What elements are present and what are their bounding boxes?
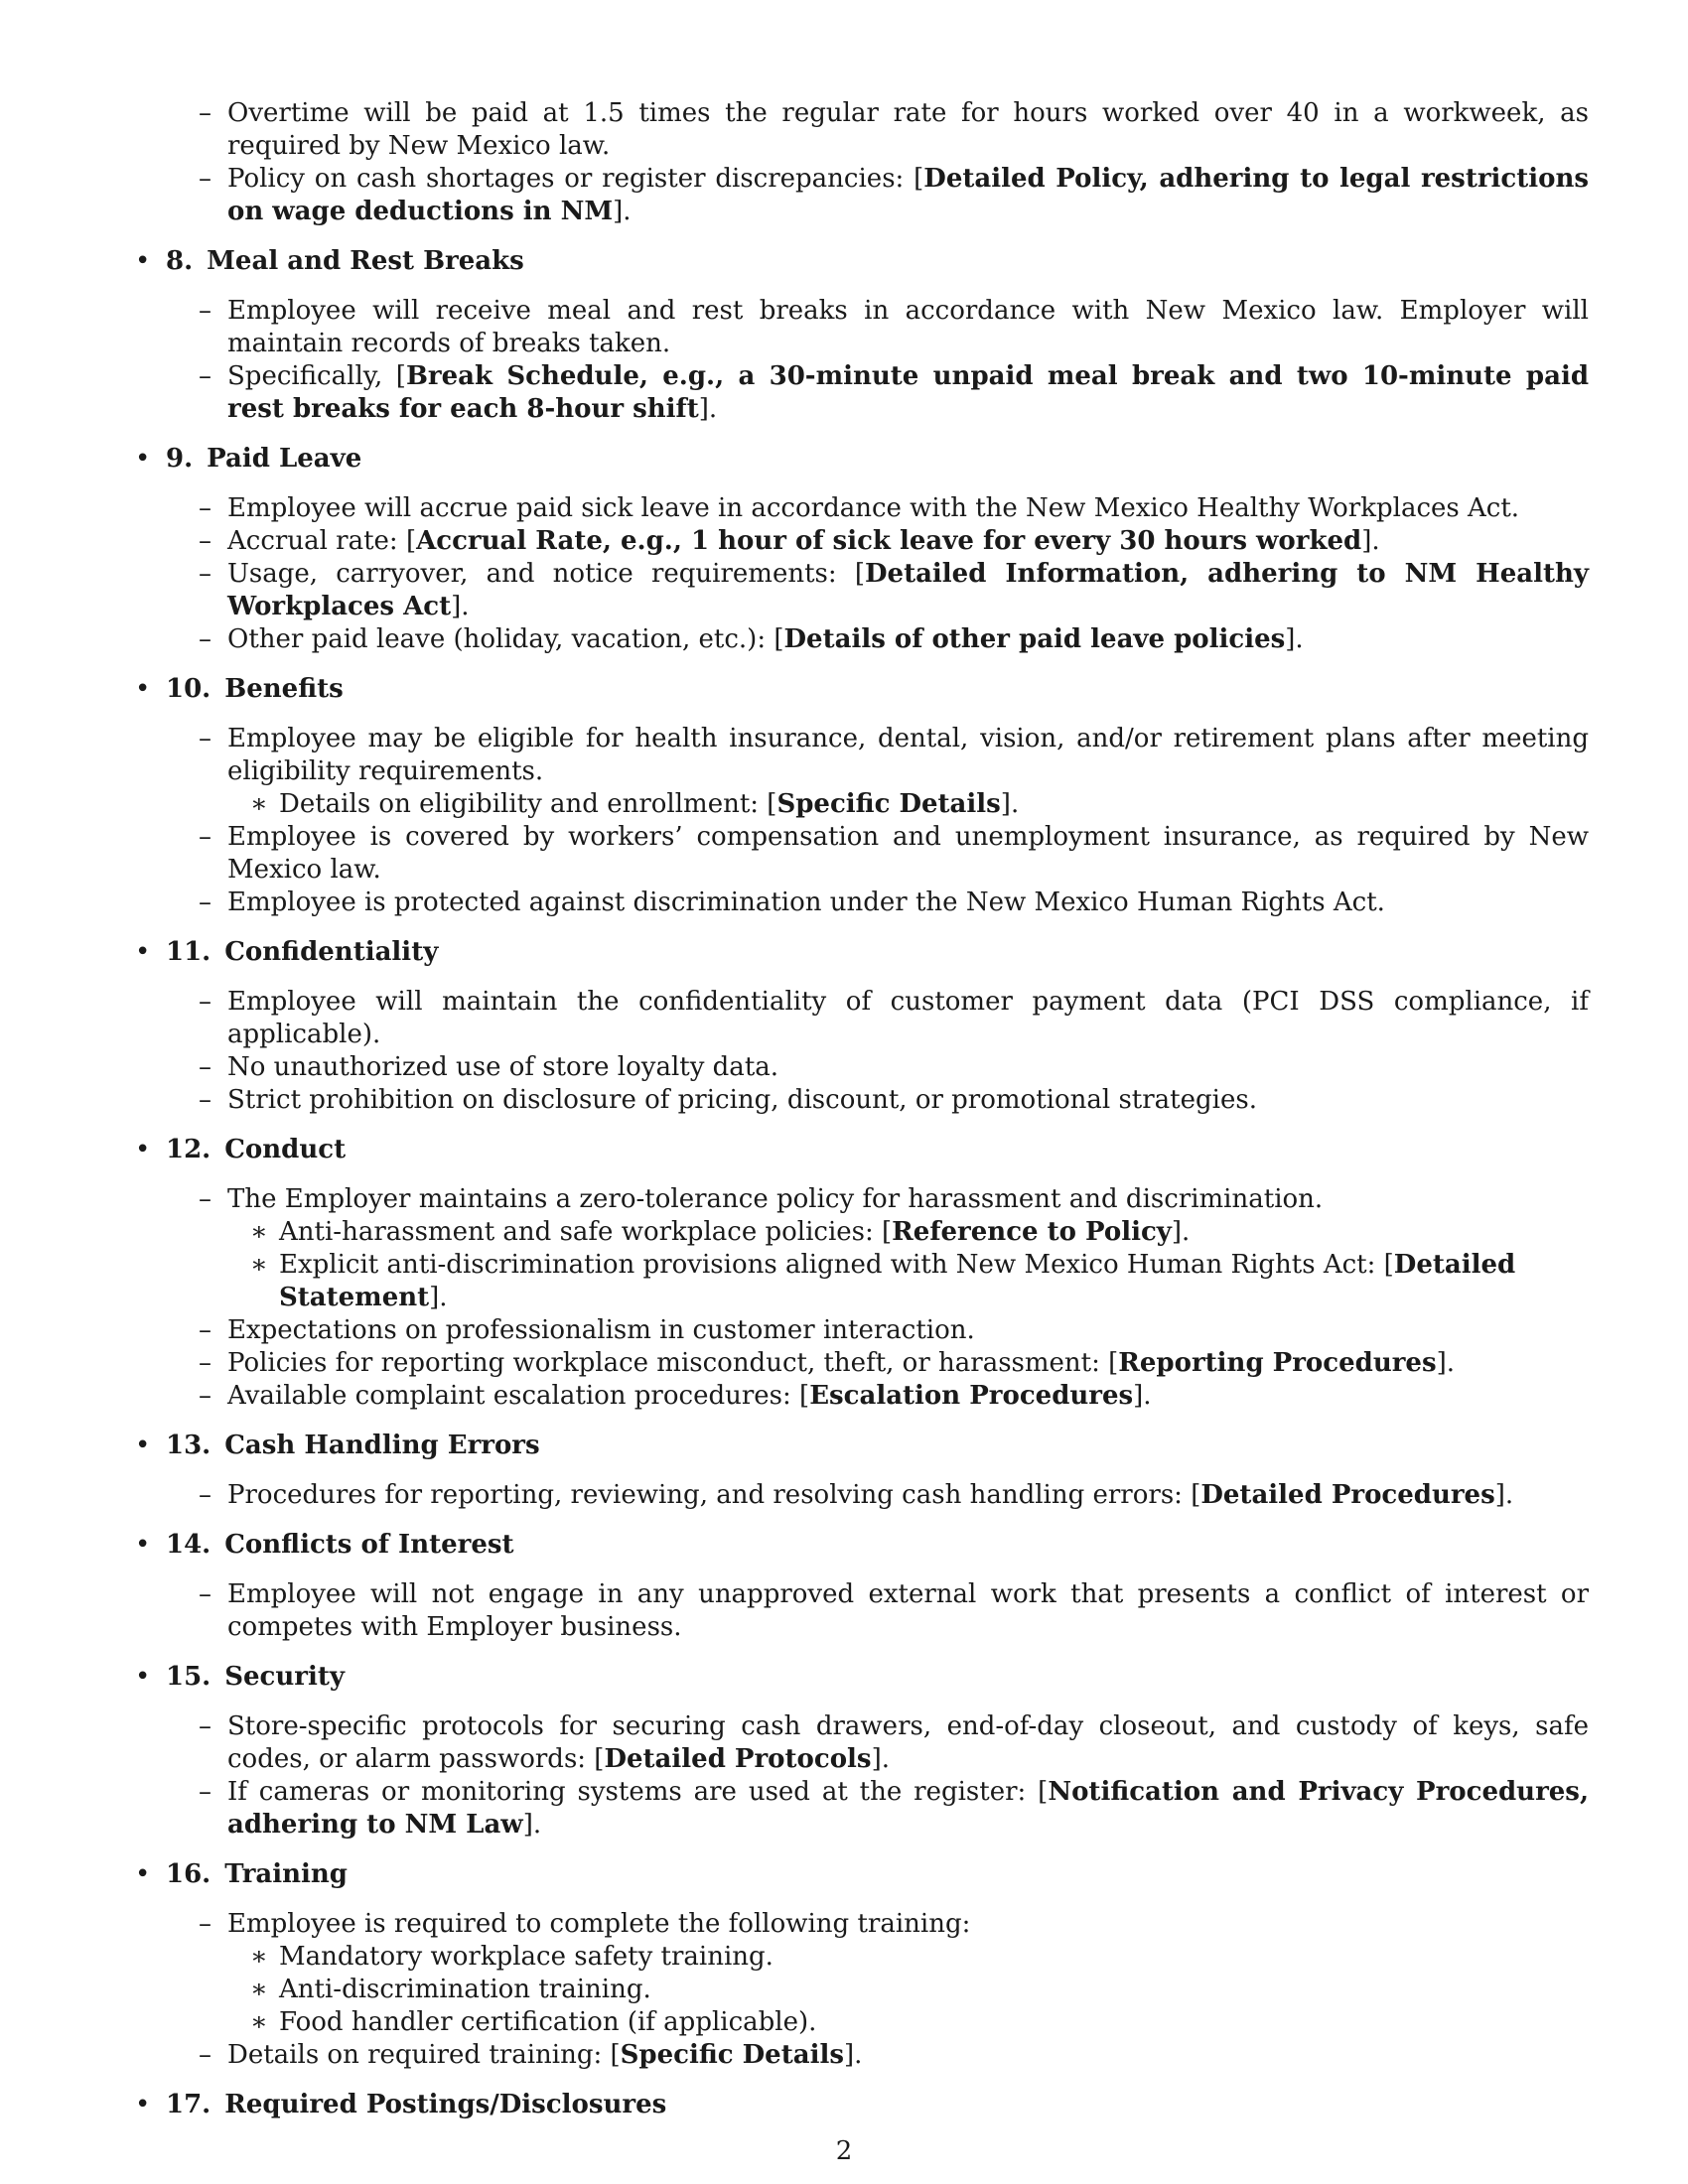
section-title: Benefits bbox=[224, 674, 344, 704]
bullet-icon: • bbox=[135, 1135, 151, 1164]
sections-list bbox=[0, 245, 1688, 2121]
body-text: Employee will not engage in any unapproved external work that presents a conflict of interest or competes with Employer business. bbox=[227, 1579, 1589, 1642]
bullet-icon: • bbox=[135, 1662, 151, 1692]
list-item bbox=[0, 1183, 1589, 1216]
section-heading bbox=[0, 245, 1688, 278]
list-item bbox=[0, 2039, 1589, 2072]
section-number: 9. bbox=[166, 444, 194, 474]
section bbox=[0, 1529, 1688, 1644]
dash-bullet: – bbox=[199, 2040, 211, 2070]
dash-bullet: – bbox=[199, 1184, 211, 1214]
list-item bbox=[0, 986, 1589, 1051]
body-text: If cameras or monitoring systems are used at the register: [ bbox=[227, 1777, 1049, 1807]
placeholder-text: Specific Details bbox=[620, 2040, 844, 2070]
list-item bbox=[0, 97, 1589, 163]
dash-bullet: – bbox=[199, 1085, 211, 1115]
body-text: [ bbox=[914, 164, 924, 194]
body-text: Employee is protected against discrimination under the New Mexico Human Rights Act. bbox=[227, 887, 1385, 917]
section bbox=[0, 936, 1688, 1117]
dash-bullet: – bbox=[199, 559, 211, 589]
body-text: ]. bbox=[522, 1810, 542, 1840]
section-title: Conflicts of Interest bbox=[224, 1530, 514, 1560]
section-heading bbox=[0, 1858, 1688, 1891]
body-text: Employee will maintain the confidentiality of customer payment data (PCI DSS compliance, if applicable). bbox=[227, 987, 1589, 1049]
section-heading bbox=[0, 443, 1688, 476]
dash-bullet: – bbox=[199, 296, 211, 326]
body-text: Specifically, [ bbox=[227, 361, 406, 391]
body-text: Overtime will be paid at 1.5 times the regular rate for hours worked over 40 in a workweek, as required by New Mexico law. bbox=[227, 98, 1589, 161]
bullet-icon: • bbox=[135, 444, 151, 474]
list-item bbox=[0, 163, 1589, 228]
section-items bbox=[0, 1578, 1688, 1644]
body-text: Employee will receive meal and rest breaks in accordance with New Mexico law. Employer will maintain records of breaks taken. bbox=[227, 296, 1589, 358]
section-number: 8. bbox=[166, 246, 194, 276]
section-number: 11. bbox=[166, 937, 211, 967]
continued-section bbox=[0, 97, 1688, 228]
section-items bbox=[0, 295, 1688, 426]
section-items bbox=[0, 1183, 1688, 1413]
section bbox=[0, 1858, 1688, 2072]
list-item bbox=[0, 295, 1589, 360]
dash-bullet: – bbox=[199, 822, 211, 852]
star-bullet: ∗ bbox=[250, 789, 268, 819]
body-text: ]. bbox=[1000, 789, 1020, 819]
section-title: Meal and Rest Breaks bbox=[207, 246, 524, 276]
body-text: Anti-harassment and safe workplace policies: [ bbox=[279, 1217, 893, 1247]
section bbox=[0, 1134, 1688, 1413]
body-text: Expectations on professionalism in customer interaction. bbox=[227, 1315, 975, 1345]
body-text: Explicit anti-discrimination provisions aligned with New Mexico Human Rights Act: [ bbox=[279, 1250, 1394, 1280]
body-text: Policies for reporting workplace misconduct, theft, or harassment: [ bbox=[227, 1348, 1119, 1378]
placeholder-text: Detailed Protocols bbox=[604, 1744, 872, 1774]
body-text: Anti-discrimination training. bbox=[279, 1975, 651, 2004]
section-number: 12. bbox=[166, 1135, 211, 1164]
placeholder-text: Specific Details bbox=[776, 789, 1001, 819]
body-text: Available complaint escalation procedures: [ bbox=[227, 1381, 810, 1411]
body-text: ]. bbox=[1361, 526, 1380, 556]
placeholder-text: Detailed Information, adhering to NM Healthy Workplaces Act bbox=[227, 559, 1589, 621]
dash-bullet: – bbox=[199, 624, 211, 654]
placeholder-text: Detailed Statement bbox=[279, 1250, 1516, 1312]
dash-bullet: – bbox=[199, 493, 211, 523]
list-item bbox=[0, 1314, 1589, 1347]
body-text: ]. bbox=[1171, 1217, 1191, 1247]
section-heading bbox=[0, 1661, 1688, 1694]
body-text: Usage, carryover, and notice requirements: [ bbox=[227, 559, 865, 589]
list-item bbox=[0, 1084, 1589, 1117]
placeholder-text: Reporting Procedures bbox=[1118, 1348, 1437, 1378]
section-title: Training bbox=[224, 1859, 348, 1889]
section-heading bbox=[0, 1529, 1688, 1562]
section-number: 10. bbox=[166, 674, 211, 704]
dash-bullet: – bbox=[199, 1315, 211, 1345]
section-number: 13. bbox=[166, 1431, 211, 1460]
bullet-icon: • bbox=[135, 246, 151, 276]
dash-bullet: – bbox=[199, 1480, 211, 1510]
body-text: The Employer maintains a zero-tolerance policy for harassment and discrimination. bbox=[227, 1184, 1324, 1214]
sub-list-item bbox=[0, 1974, 1589, 2006]
section-title: Conduct bbox=[224, 1135, 347, 1164]
dash-bullet: – bbox=[199, 987, 211, 1017]
sub-list-item bbox=[0, 1941, 1589, 1974]
list-item bbox=[0, 1051, 1589, 1084]
list-item bbox=[0, 1710, 1589, 1776]
list-item bbox=[0, 1479, 1589, 1512]
section-items bbox=[0, 1710, 1688, 1842]
sub-list-item bbox=[0, 788, 1589, 821]
section-items bbox=[0, 986, 1688, 1117]
section-title: Confidentiality bbox=[224, 937, 439, 967]
section bbox=[0, 673, 1688, 919]
body-text: Store-specific protocols for securing cash drawers, end-of-day closeout, and custody of keys, safe codes, or alarm passwords: [ bbox=[227, 1711, 1589, 1774]
section-items bbox=[0, 492, 1688, 656]
body-text: Strict prohibition on disclosure of pricing, discount, or promotional strategies. bbox=[227, 1085, 1257, 1115]
section-title: Security bbox=[224, 1662, 345, 1692]
bullet-icon: • bbox=[135, 1431, 151, 1460]
dash-bullet: – bbox=[199, 1777, 211, 1807]
list-item bbox=[0, 1347, 1589, 1380]
body-text: Employee may be eligible for health insurance, dental, vision, and/or retirement plans after meeting eligibility requirements. bbox=[227, 724, 1589, 786]
section bbox=[0, 443, 1688, 656]
body-text: ]. bbox=[843, 2040, 863, 2070]
section-number: 16. bbox=[166, 1859, 211, 1889]
body-text: ]. bbox=[1494, 1480, 1514, 1510]
body-text: Details on eligibility and enrollment: [ bbox=[279, 789, 777, 819]
list-item bbox=[0, 558, 1589, 623]
dash-bullet: – bbox=[199, 1909, 211, 1939]
dash-bullet: – bbox=[199, 1052, 211, 1082]
section-items bbox=[0, 1908, 1688, 2072]
star-bullet: ∗ bbox=[250, 1250, 268, 1280]
body-text: Details on required training: [ bbox=[227, 2040, 621, 2070]
placeholder-text: Escalation Procedures bbox=[809, 1381, 1134, 1411]
body-text: No unauthorized use of store loyalty data. bbox=[227, 1052, 779, 1082]
section-title: Cash Handling Errors bbox=[224, 1431, 540, 1460]
placeholder-text: Accrual Rate, e.g., 1 hour of sick leave for every 30 hours worked bbox=[416, 526, 1362, 556]
placeholder-text: Detailed Procedures bbox=[1200, 1480, 1495, 1510]
body-text: Procedures for reporting, reviewing, and resolving cash handling errors: [ bbox=[227, 1480, 1201, 1510]
list-item bbox=[0, 525, 1589, 558]
body-text: ]. bbox=[613, 197, 632, 226]
body-text: Employee is covered by workers’ compensation and unemployment insurance, as required by New Mexico law. bbox=[227, 822, 1589, 885]
section bbox=[0, 2089, 1688, 2121]
section bbox=[0, 1661, 1688, 1842]
body-text: ]. bbox=[1436, 1348, 1456, 1378]
body-text: Employee is required to complete the following training: bbox=[227, 1909, 971, 1939]
bullet-icon: • bbox=[135, 937, 151, 967]
placeholder-text: Notification and Privacy Procedures, adhering to NM Law bbox=[227, 1777, 1589, 1840]
bullet-icon: • bbox=[135, 674, 151, 704]
list-item bbox=[0, 1908, 1589, 1941]
dash-bullet: – bbox=[199, 98, 211, 128]
placeholder-text: Reference to Policy bbox=[892, 1217, 1172, 1247]
body-text: ]. bbox=[429, 1283, 448, 1312]
body-text: Accrual rate: [ bbox=[227, 526, 417, 556]
star-bullet: ∗ bbox=[250, 1975, 268, 2004]
dash-bullet: – bbox=[199, 1348, 211, 1378]
body-text: Food handler certification (if applicable). bbox=[279, 2007, 817, 2037]
body-text: ]. bbox=[1133, 1381, 1152, 1411]
placeholder-text: Details of other paid leave policies bbox=[783, 624, 1286, 654]
list-item bbox=[0, 1578, 1589, 1644]
section-heading bbox=[0, 673, 1688, 706]
section-heading bbox=[0, 936, 1688, 969]
page-number: 2 bbox=[835, 2136, 853, 2166]
body-text: Policy on cash shortages or register discrepancies: bbox=[227, 164, 914, 194]
section-number: 17. bbox=[166, 2090, 211, 2119]
section-number: 15. bbox=[166, 1662, 211, 1692]
sub-list-item bbox=[0, 1249, 1589, 1314]
dash-bullet: – bbox=[199, 361, 211, 391]
list-item bbox=[0, 1776, 1589, 1842]
sub-list-item bbox=[0, 1216, 1589, 1249]
list-item bbox=[0, 492, 1589, 525]
dash-bullet: – bbox=[199, 1579, 211, 1609]
bullet-icon: • bbox=[135, 2090, 151, 2119]
section-title: Paid Leave bbox=[207, 444, 362, 474]
section-items bbox=[0, 1479, 1688, 1512]
sub-list-item bbox=[0, 2006, 1589, 2039]
section-title: Required Postings/Disclosures bbox=[224, 2090, 667, 2119]
placeholder-text: Break Schedule, e.g., a 30-minute unpaid meal break and two 10-minute paid rest breaks for each 8-hour shift bbox=[227, 361, 1589, 424]
section-heading bbox=[0, 2089, 1688, 2121]
star-bullet: ∗ bbox=[250, 1942, 268, 1972]
list-item bbox=[0, 623, 1589, 656]
bullet-icon: • bbox=[135, 1530, 151, 1560]
dash-bullet: – bbox=[199, 1381, 211, 1411]
body-text: Mandatory workplace safety training. bbox=[279, 1942, 774, 1972]
body-text: ]. bbox=[451, 592, 470, 621]
star-bullet: ∗ bbox=[250, 1217, 268, 1247]
dash-bullet: – bbox=[199, 887, 211, 917]
list-item bbox=[0, 887, 1589, 919]
dash-bullet: – bbox=[199, 164, 211, 194]
section-heading bbox=[0, 1430, 1688, 1462]
dash-bullet: – bbox=[199, 724, 211, 753]
body-text: Other paid leave (holiday, vacation, etc.): [ bbox=[227, 624, 784, 654]
star-bullet: ∗ bbox=[250, 2007, 268, 2037]
body-text: ]. bbox=[698, 394, 718, 424]
bullet-icon: • bbox=[135, 1859, 151, 1889]
section bbox=[0, 245, 1688, 426]
dash-bullet: – bbox=[199, 1711, 211, 1741]
dash-bullet: – bbox=[199, 526, 211, 556]
section-items bbox=[0, 723, 1688, 919]
list-item bbox=[0, 360, 1589, 426]
list-item bbox=[0, 723, 1589, 788]
list-item bbox=[0, 1380, 1589, 1413]
body-text: ]. bbox=[1285, 624, 1304, 654]
section bbox=[0, 1430, 1688, 1512]
body-text: ]. bbox=[871, 1744, 890, 1774]
body-text: Employee will accrue paid sick leave in accordance with the New Mexico Healthy Workplaces Act. bbox=[227, 493, 1520, 523]
list-item bbox=[0, 821, 1589, 887]
section-number: 14. bbox=[166, 1530, 211, 1560]
section-heading bbox=[0, 1134, 1688, 1166]
placeholder-text: Detailed Policy, adhering to legal restrictions on wage deductions in NM bbox=[227, 164, 1590, 226]
